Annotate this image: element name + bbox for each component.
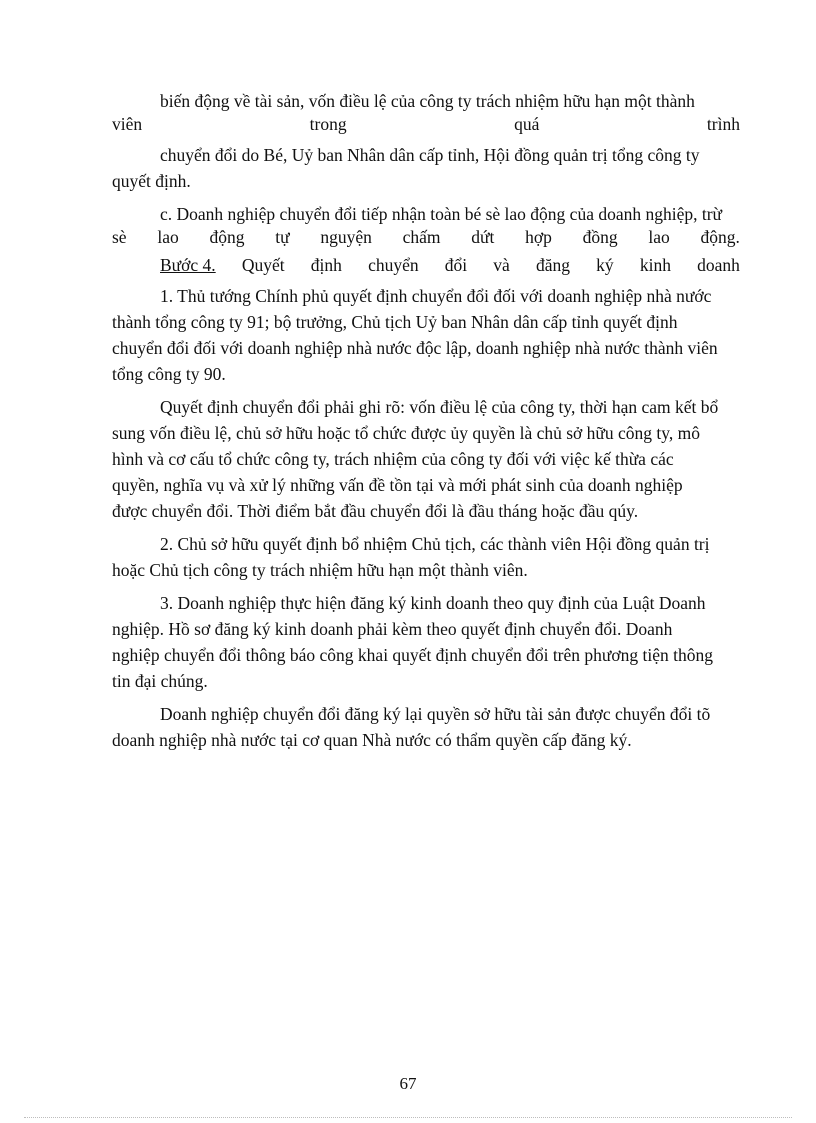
- word: đăng: [535, 255, 571, 275]
- section-heading-step-4: [112, 255, 740, 276]
- paragraph-item-3: [112, 590, 740, 694]
- text-line: thành tổng công ty 91; bộ trưởng, Chủ tịch Uỷ ban Nhân dân cấp tỉnh quyết định: [112, 312, 678, 332]
- word: lao: [648, 227, 670, 247]
- text-line: sung vốn điều lệ, chủ sở hữu hoặc tổ chức được ủy quyền là chủ sở hữu công ty, mô: [112, 423, 701, 443]
- word: kinh: [639, 255, 671, 275]
- text-line: Quyết định chuyển đổi phải ghi rõ: vốn điều lệ của công ty, thời hạn cam kết bổ: [160, 397, 719, 417]
- word: lao: [157, 227, 179, 247]
- word: ký: [596, 255, 614, 275]
- text-line: c. Doanh nghiệp chuyển đổi tiếp nhận toàn bé sè lao động của doanh nghiệp, trừ: [160, 204, 723, 224]
- word: dứt: [471, 227, 495, 247]
- text-line: 2. Chủ sở hữu quyết định bổ nhiệm Chủ tịch, các thành viên Hội đồng quản trị: [160, 534, 710, 554]
- word: trong: [309, 114, 347, 134]
- text-line: được chuyển đổi. Thời điểm bắt đầu chuyển đổi là đầu tháng hoặc đầu qúy.: [112, 501, 639, 521]
- text-line: nghiệp. Hồ sơ đăng ký kinh doanh phải kèm theo quyết định chuyển đổi. Doanh: [112, 619, 673, 639]
- justified-line: [112, 227, 740, 248]
- text-line: quyền, nghĩa vụ và xử lý những vấn đề tồn tại và mới phát sinh của doanh nghiệp: [112, 475, 683, 495]
- word: hợp: [525, 227, 552, 247]
- word: viên: [112, 114, 143, 134]
- footer-divider: [24, 1117, 792, 1118]
- word: doanh: [697, 255, 740, 275]
- word: và: [493, 255, 510, 275]
- text-line: chuyển đổi do Bé, Uỷ ban Nhân dân cấp tỉnh, Hội đồng quản trị tổng công ty: [160, 145, 700, 165]
- text-line: quyết định.: [112, 171, 191, 191]
- word: định: [310, 255, 342, 275]
- text-line: Doanh nghiệp chuyển đổi đăng ký lại quyền sở hữu tài sản được chuyển đổi tõ: [160, 704, 711, 724]
- word: Quyết: [241, 255, 285, 275]
- word: chuyển: [368, 255, 419, 275]
- word: động: [209, 227, 245, 247]
- word: trình: [706, 114, 740, 134]
- word: tự: [275, 227, 290, 247]
- paragraph-asset-registration: [112, 701, 740, 753]
- document-body: [112, 88, 740, 760]
- text-line: hình và cơ cấu tổ chức công ty, trách nhiệm của công ty đối với việc kế thừa các: [112, 449, 674, 469]
- word: sè: [112, 227, 127, 247]
- text-line: nghiệp chuyển đổi thông báo công khai quyết định chuyển đổi trên phương tiện thông: [112, 645, 713, 665]
- text-line: chuyển đổi đối với doanh nghiệp nhà nước độc lập, doanh nghiệp nhà nước thành viên: [112, 338, 718, 358]
- paragraph-asset-changes: [112, 88, 740, 194]
- word: đồng: [582, 227, 618, 247]
- text-line: tin đại chúng.: [112, 671, 208, 691]
- paragraph-item-1: [112, 283, 740, 387]
- word: chấm: [402, 227, 441, 247]
- text-line: biến động về tài sản, vốn điều lệ của công ty trách nhiệm hữu hạn một thành: [160, 91, 695, 111]
- paragraph-item-2: [112, 531, 740, 583]
- word: quá: [514, 114, 540, 134]
- word: nguyện: [320, 227, 372, 247]
- word: đổi: [444, 255, 468, 275]
- text-line: doanh nghiệp nhà nước tại cơ quan Nhà nước có thẩm quyền cấp đăng ký.: [112, 730, 632, 750]
- text-line: tổng công ty 90.: [112, 364, 226, 384]
- text-line: 3. Doanh nghiệp thực hiện đăng ký kinh doanh theo quy định của Luật Doanh: [160, 593, 706, 613]
- step-label: Bước 4.: [160, 255, 216, 275]
- justified-line: [112, 114, 740, 135]
- text-line: 1. Thủ tướng Chính phủ quyết định chuyển đổi đối với doanh nghiệp nhà nước: [160, 286, 712, 306]
- page-number: 67: [399, 1074, 417, 1093]
- paragraph-decision-contents: [112, 394, 740, 524]
- paragraph-labor: [112, 201, 740, 248]
- text-line: hoặc Chủ tịch công ty trách nhiệm hữu hạn một thành viên.: [112, 560, 528, 580]
- justified-line: [112, 255, 740, 276]
- word: động.: [700, 227, 740, 247]
